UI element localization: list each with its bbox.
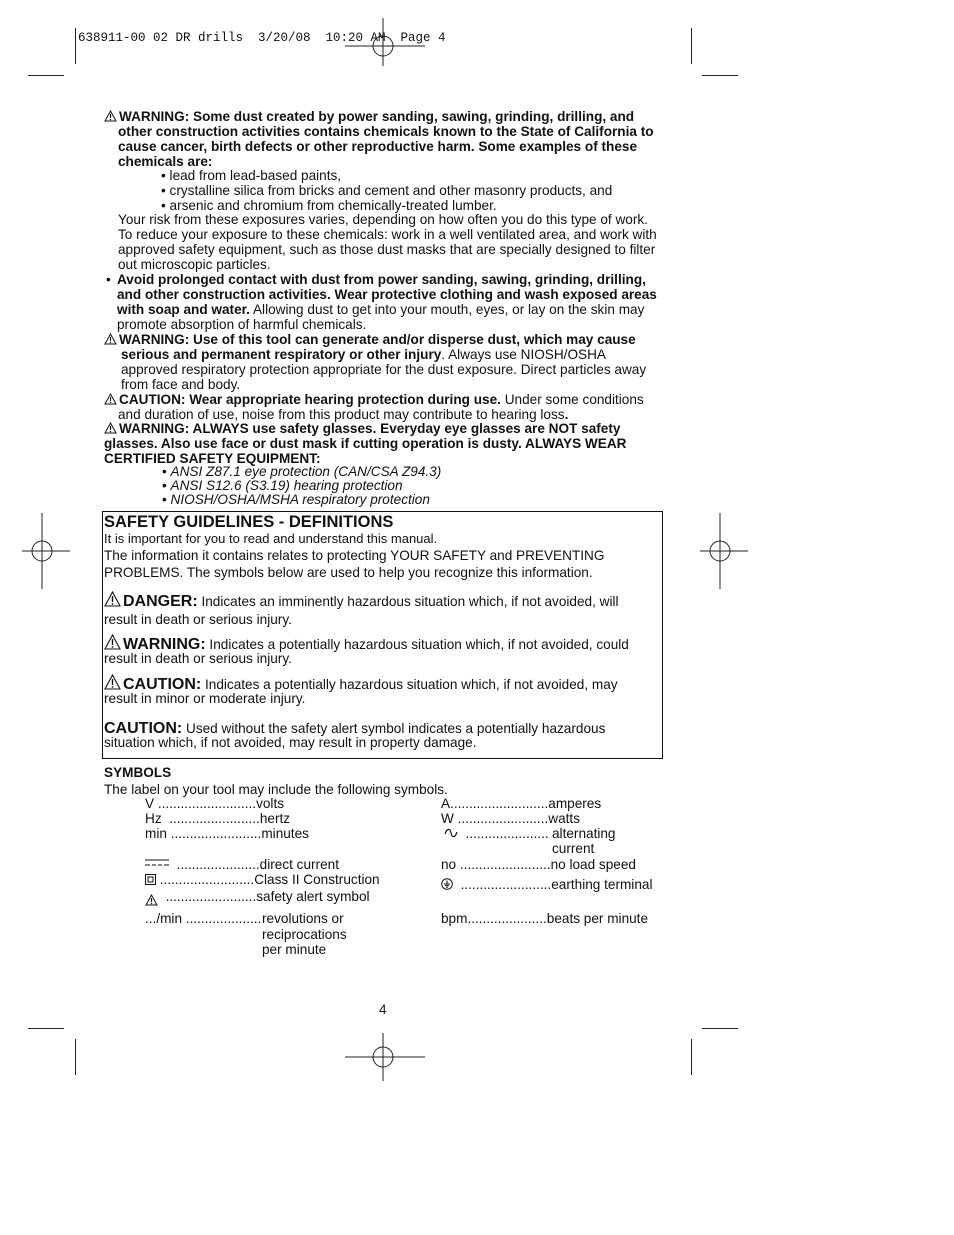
guidelines-intro: It is important for you to read and understand this manual. bbox=[104, 531, 438, 546]
class-ii-icon bbox=[145, 874, 156, 885]
symbol-row-per-minute: .../min .................... bbox=[145, 911, 262, 926]
symbol-row-direct-current: ......................direct current bbox=[145, 857, 339, 872]
symbol-row-no-load-speed: no ........................no load speed bbox=[441, 857, 636, 872]
crop-mark bbox=[702, 75, 738, 76]
list-item: • lead from lead-based paints, bbox=[161, 168, 342, 183]
crop-mark bbox=[28, 1028, 64, 1029]
warning-dust: WARNING: Use of this tool can generate and/or disperse dust, which may cause serious and permanent respiratory or other injury. Always use NIOSH/OSHA approved respiratory protection appropriate for the dust exposure. Direct particles away from face and body. bbox=[104, 332, 664, 392]
symbol-row-class-ii: .........................Class II Construction bbox=[145, 872, 380, 887]
earthing-terminal-icon bbox=[441, 878, 453, 890]
chemicals-list bbox=[161, 168, 612, 213]
warning-safety-glasses: WARNING: ALWAYS use safety glasses. Everyday eye glasses are NOT safety glasses. Also use face or dust mask if cutting operation is dusty. ALWAYS WEAR CERTIFIED SAFETY EQUIPMENT: bbox=[104, 421, 627, 466]
symbol-row-safety-alert: ........................safety alert symbol bbox=[145, 889, 370, 906]
caution-definition: CAUTION: Indicates a potentially hazardous situation which, if not avoided, may result in minor or moderate injury. bbox=[104, 676, 618, 706]
equipment-list bbox=[162, 465, 441, 507]
safety-alert-icon bbox=[145, 894, 158, 906]
list-item: • ANSI Z87.1 eye protection (CAN/CSA Z94.3) bbox=[162, 464, 442, 479]
crop-mark bbox=[75, 1039, 76, 1075]
safety-alert-icon bbox=[104, 634, 121, 650]
crop-mark bbox=[75, 28, 76, 64]
list-item: • ANSI S12.6 (S3.19) hearing protection bbox=[162, 478, 403, 493]
avoid-contact-bullet: • bbox=[106, 272, 111, 287]
crop-mark bbox=[691, 28, 692, 64]
property-caution-definition: CAUTION: Used without the safety alert symbol indicates a potentially hazardous situation which, if not avoided, may result in property damage. bbox=[104, 720, 606, 750]
exposure-risk-text: Your risk from these exposures varies, depending on how often you do this type of work. To reduce your exposure to these chemicals: work in a well ventilated area, and work with approved safety equipment, such as those dust masks that are specially designed to filter out microscopic particles. bbox=[118, 212, 657, 272]
registration-mark-icon bbox=[22, 513, 70, 589]
symbol-row-minutes: min ........................minutes bbox=[145, 826, 309, 841]
registration-mark-icon bbox=[345, 1033, 425, 1081]
caution-hearing: CAUTION: Wear appropriate hearing protection during use. Under some conditions and duration of use, noise from this product may contribute to hearing loss. bbox=[104, 392, 664, 422]
warning-california bbox=[104, 109, 664, 169]
safety-guidelines-box bbox=[102, 511, 663, 759]
list-item: • NIOSH/OSHA/MSHA respiratory protection bbox=[162, 492, 430, 507]
danger-definition: DANGER: Indicates an imminently hazardous situation which, if not avoided, will result in death or serious injury. bbox=[104, 593, 619, 627]
page-number: 4 bbox=[379, 1002, 387, 1017]
avoid-contact-text: Avoid prolonged contact with dust from power sanding, sawing, grinding, drilling, and other construction activities. Wear protective clothing and wash exposed areas with soap and water. Allowing dust to get into your mouth, eyes, or lay on the skin may promote absorption of harmful chemicals. bbox=[117, 272, 657, 332]
crop-mark bbox=[691, 1039, 692, 1075]
safety-alert-icon bbox=[104, 674, 121, 690]
symbol-row-watts: W ........................watts bbox=[441, 811, 581, 826]
list-item: • arsenic and chromium from chemically-treated lumber. bbox=[161, 198, 497, 213]
symbol-row-amperes: A..........................amperes bbox=[441, 796, 602, 811]
safety-alert-icon bbox=[104, 422, 117, 434]
crop-mark bbox=[28, 75, 64, 76]
alternating-current-meaning: alternating current bbox=[552, 826, 616, 856]
warning-definition: WARNING: Indicates a potentially hazardous situation which, if not avoided, could result in death or serious injury. bbox=[104, 636, 629, 666]
safety-alert-icon bbox=[104, 333, 117, 345]
symbol-row-beats-per-minute: bpm.....................beats per minute bbox=[441, 911, 649, 926]
symbol-row-earthing-terminal: ........................earthing terminal bbox=[441, 877, 652, 892]
alternating-current-icon bbox=[444, 828, 458, 838]
guidelines-intro: The information it contains relates to protecting YOUR SAFETY and PREVENTING PROBLEMS. The symbols below are used to help you recognize this information. bbox=[104, 548, 605, 580]
safety-alert-icon bbox=[104, 110, 117, 122]
safety-guidelines-title: SAFETY GUIDELINES - DEFINITIONS bbox=[104, 513, 394, 531]
symbol-row-hertz: Hz ........................hertz bbox=[145, 811, 291, 826]
list-item: • crystalline silica from bricks and cement and other masonry products, and bbox=[161, 183, 613, 198]
symbol-row-alternating-current: ...................... bbox=[441, 826, 549, 841]
registration-mark-icon bbox=[700, 513, 748, 589]
symbols-intro: The label on your tool may include the following symbols. bbox=[104, 782, 448, 797]
per-minute-meaning: revolutions or reciprocations per minute bbox=[262, 911, 347, 957]
direct-current-icon bbox=[145, 859, 169, 867]
symbol-row-volts: V ..........................volts bbox=[145, 796, 285, 811]
warning-california-text: WARNING: Some dust created by power sanding, sawing, grinding, drilling, and other construction activities contains chemicals known to the State of California to cause cancer, birth defects or other reproductive harm. Some examples of these chemicals are: bbox=[118, 109, 654, 169]
print-slug: 638911-00 02 DR drills 3/20/08 10:20 AM Page 4 bbox=[78, 31, 446, 45]
safety-alert-icon bbox=[104, 393, 117, 405]
symbols-title: SYMBOLS bbox=[104, 765, 172, 780]
crop-mark bbox=[702, 1028, 738, 1029]
safety-alert-icon bbox=[104, 591, 121, 607]
